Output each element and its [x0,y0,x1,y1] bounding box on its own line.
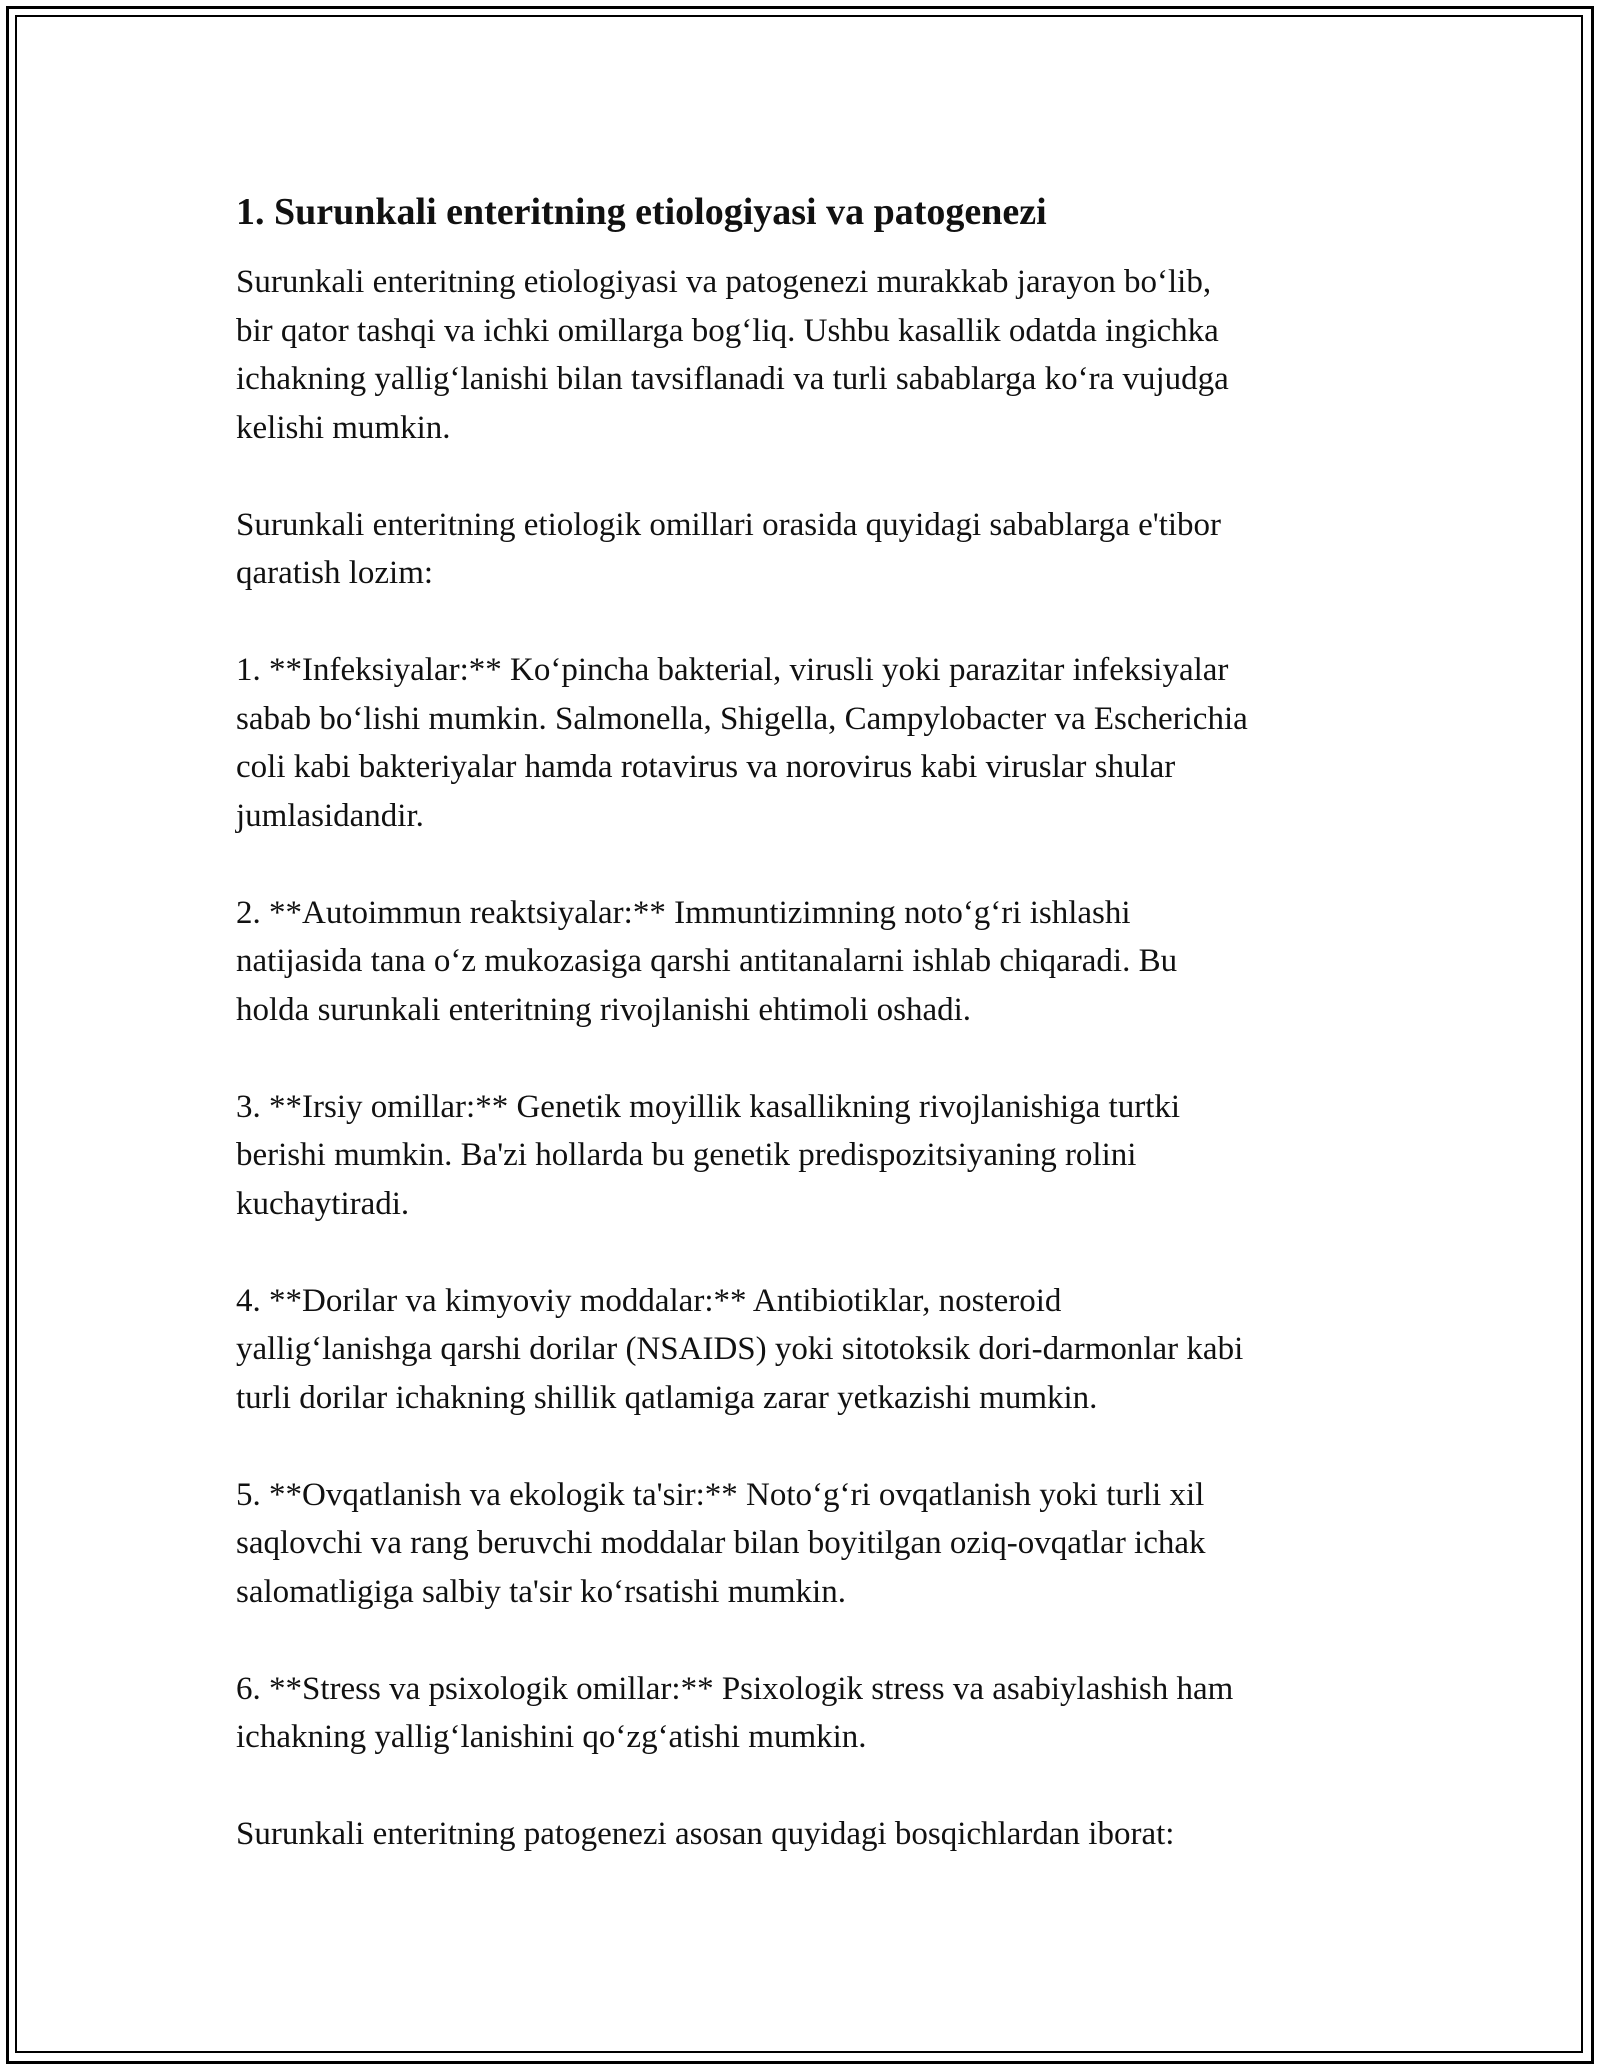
etiology-intro-paragraph: Surunkali enteritning etiologik omillari orasida quyidagi sabablarga e'tibor qaratish lozim: [236,506,1222,591]
list-item-autoimmune: 2. **Autoimmun reaktsiyalar:** Immuntizimning noto‘g‘ri ishlashi natijasida tana o‘z mukozasiga qarshi antitanalarni ishlab chiqaradi. Bu holda surunkali enteritning rivojlanishi ehtimoli oshadi. [236,894,1178,1028]
list-item-drugs: 4. **Dorilar va kimyoviy moddalar:** Antibiotiklar, nosteroid yallig‘lanishga qarshi dorilar (NSAIDS) yoki sitotoksik dori-darmonlar kabi turli dorilar ichakning shillik qatlamiga zarar yetkazishi mumkin. [236,1282,1244,1416]
section-title: 1. Surunkali enteritning etiologiyasi va patogenezi [236,191,1047,233]
intro-paragraph: Surunkali enteritning etiologiyasi va patogenezi murakkab jarayon bo‘lib, bir qator tashqi va ichki omillarga bog‘liq. Ushbu kasallik odatda ingichka ichakning yallig‘lanishi bilan tavsiflanadi va turli sabablarga ko‘ra vujudga kelishi mumkin. [236,264,1229,446]
document-body [236,188,1386,1907]
list-item-nutrition: 5. **Ovqatlanish va ekologik ta'sir:** Noto‘g‘ri ovqatlanish yoki turli xil saqlovchi va rang beruvchi moddalar bilan boyitilgan oziq-ovqatlar ichak salomatligiga salbiy ta'sir ko‘rsatishi mumkin. [236,1476,1206,1610]
pathogenesis-intro-paragraph: Surunkali enteritning patogenezi asosan quyidagi bosqichlardan iborat: [236,1816,1175,1852]
list-item-infections: 1. **Infeksiyalar:** Ko‘pincha bakterial, virusli yoki parazitar infeksiyalar sabab bo‘lishi mumkin. Salmonella, Shigella, Campylobacter va Escherichia coli kabi bakteriyalar hamda rotavirus va norovirus kabi viruslar shular jumlasidandir. [236,652,1248,834]
list-item-hereditary: 3. **Irsiy omillar:** Genetik moyillik kasallikning rivojlanishiga turtki berishi mumkin. Ba'zi hollarda bu genetik predispozitsiyaning rolini kuchaytiradi. [236,1088,1181,1222]
list-item-stress: 6. **Stress va psixologik omillar:** Psixologik stress va asabiylashish ham ichakning yallig‘lanishini qo‘zg‘atishi mumkin. [236,1670,1234,1755]
